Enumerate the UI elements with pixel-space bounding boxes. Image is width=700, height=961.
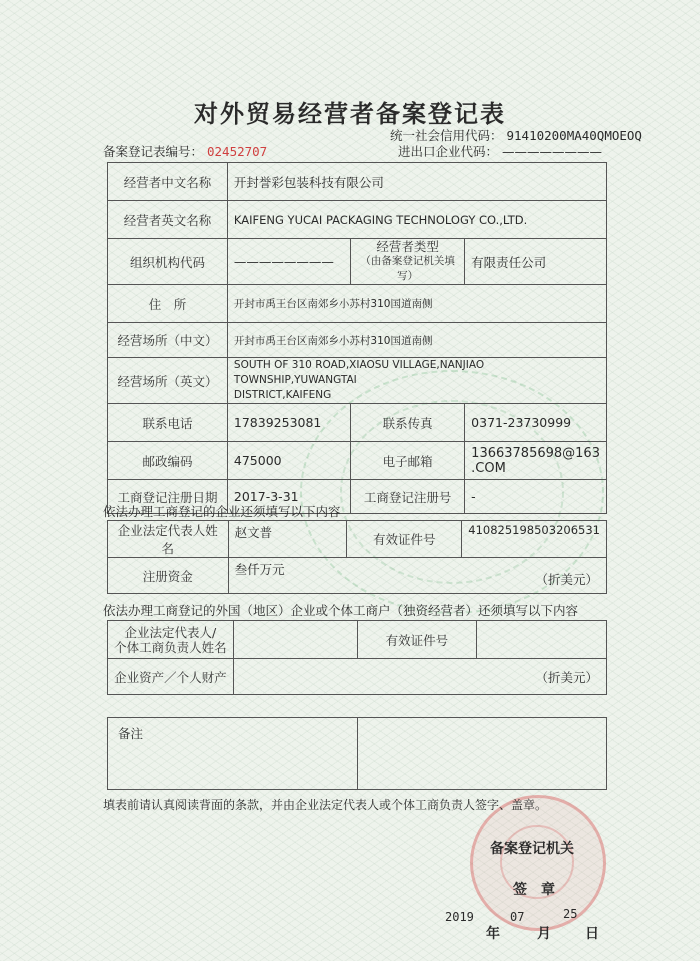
cn-name-value: 开封誉彩包装科技有限公司 [227,163,606,201]
credit-code-value: 91410200MA40QMOEOQ [506,128,642,143]
row-en-name [108,201,607,239]
main-table [107,162,607,514]
en-name-label: 经营者英文名称 [108,201,228,239]
email-line-2: .COM [471,460,506,476]
id2-label: 有效证件号 [357,621,477,659]
legal-rep-value: 赵文普 [228,521,347,558]
operator-type-label [351,239,465,285]
en-name-value: KAIFENG YUCAI PACKAGING TECHNOLOGY CO.,LTD. [227,201,606,239]
remarks-value [357,718,606,790]
rep-value [233,621,357,659]
id2-value [477,621,607,659]
row-address [108,285,607,323]
rep-label [108,621,234,659]
zip-value: 475000 [227,442,350,480]
form-number-value: 02452707 [207,144,268,159]
fax-label: 联系传真 [351,404,465,442]
row-cn-name [108,163,607,201]
section1-table [107,520,607,594]
remarks-table [107,717,607,790]
id-label: 有效证件号 [347,521,462,558]
operator-type-label-1: 经营者类型 [376,239,439,254]
address-value: 开封市禹王台区南郊乡小苏村310国道南侧 [227,285,606,323]
row-legal-rep [108,521,607,558]
reg-date-value: 2017-3-31 [227,480,350,514]
section2-heading: 依法办理工商登记的外国（地区）企业或个体工商户（独资经营者）还须填写以下内容 [103,603,579,618]
capital-usd-note: （折美元） [535,572,598,587]
biz-en-line-2: DISTRICT,KAIFENG [233,389,332,401]
date-day-label: 日 [585,926,599,942]
authority-label: 备案登记机关 [490,841,574,857]
reg-no-value: - [465,480,607,514]
row-biz-en [108,358,607,404]
address-label: 住 所 [108,285,228,323]
cn-name-label: 经营者中文名称 [108,163,228,201]
biz-en-label: 经营场所（英文） [108,358,228,404]
form-number-row [103,142,267,160]
page-title: 对外贸易经营者备案登记表 [194,100,506,128]
capital-value-cell [228,558,606,594]
row-rep [108,621,607,659]
row-assets [108,659,607,695]
ie-code-row [398,142,602,160]
email-line-1: 13663785698@163 [471,445,600,461]
credit-code-label: 统一社会信用代码： [390,128,503,143]
remarks-label: 备注 [108,718,358,790]
biz-cn-label: 经营场所（中文） [108,323,228,358]
date-day-value: 25 [563,907,578,921]
email-label: 电子邮箱 [351,442,465,480]
capital-label: 注册资金 [108,558,229,594]
row-org-code [108,239,607,285]
org-code-value: ———————— [227,239,350,285]
date-month-value: 07 [510,910,525,924]
ie-code-label: 进出口企业代码： [398,144,499,159]
rep-label-2: 个体工商负责人姓名 [114,639,227,655]
row-remarks [108,718,607,790]
reg-no-label: 工商登记注册号 [351,480,465,514]
assets-label: 企业资产／个人财产 [108,659,234,695]
id-value: 410825198503206531 [462,521,607,558]
zip-label: 邮政编码 [108,442,228,480]
assets-usd-note: （折美元） [233,659,606,695]
biz-en-line-1: SOUTH OF 310 ROAD,XIAOSU VILLAGE,NANJIAO TOWNSHIP,YUWANGTAI [233,359,485,386]
section2-table [107,620,607,695]
row-capital [108,558,607,594]
operator-type-value: 有限责任公司 [465,239,607,285]
date-year-label: 年 [486,926,500,942]
biz-en-value [227,358,606,404]
biz-cn-value: 开封市禹王台区南郊乡小苏村310国道南侧 [227,323,606,358]
capital-value: 叁仟万元 [234,562,285,577]
form-number-label: 备案登记表编号： [103,144,204,159]
sign-label: 签 章 [513,882,555,898]
date-year-value: 2019 [445,910,474,924]
legal-rep-label: 企业法定代表人姓名 [108,521,229,558]
section1-heading: 依法办理工商登记的企业还须填写以下内容 [103,504,341,519]
operator-type-label-2: （由备案登记机关填写） [360,255,455,282]
fax-value: 0371-23730999 [465,404,607,442]
reg-date-label: 工商登记注册日期 [108,480,228,514]
rep-label-1: 企业法定代表人/ [124,624,217,640]
org-code-label: 组织机构代码 [108,239,228,285]
date-month-label: 月 [537,926,551,942]
row-phone [108,404,607,442]
phone-value: 17839253081 [227,404,350,442]
row-zip [108,442,607,480]
email-value [465,442,607,480]
footer-note: 填表前请认真阅读背面的条款，并由企业法定代表人或个体工商负责人签字、盖章。 [103,798,548,812]
phone-label: 联系电话 [108,404,228,442]
ie-code-value: ———————— [502,144,602,159]
row-biz-cn [108,323,607,358]
